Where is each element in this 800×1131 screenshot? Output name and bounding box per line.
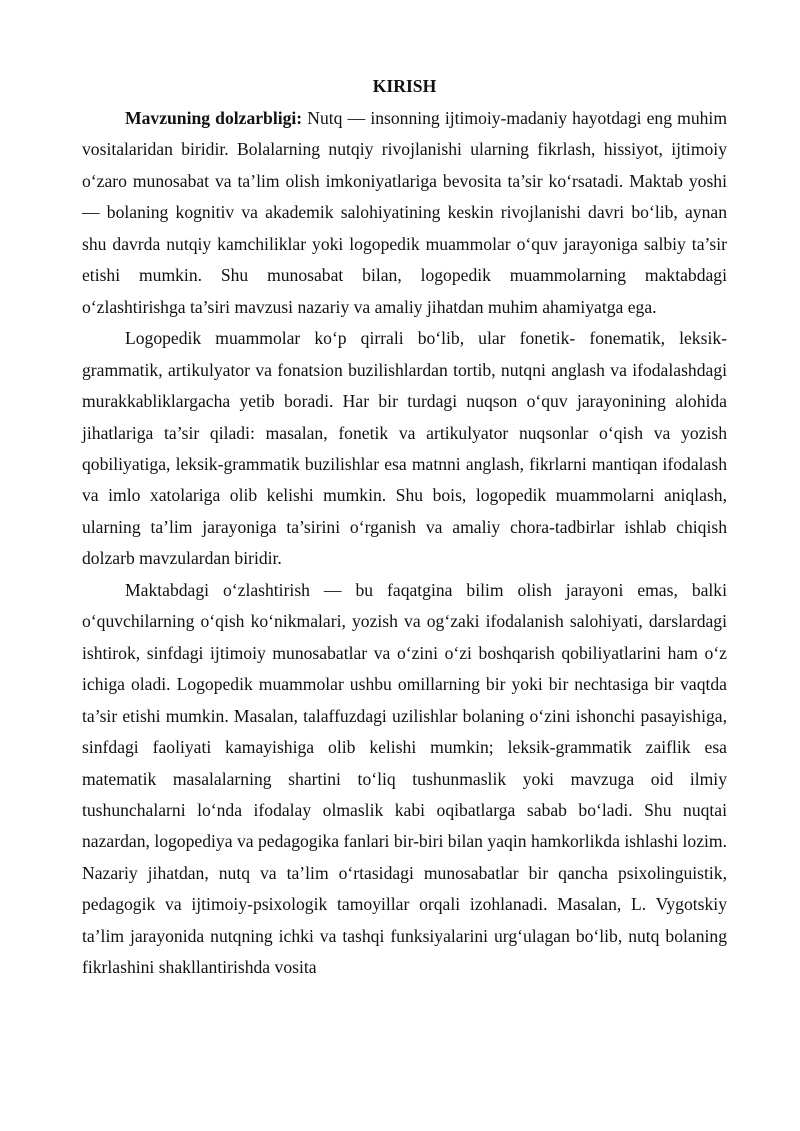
paragraph-logopedic-problems — [82, 323, 727, 575]
paragraph-school-achievement — [82, 575, 727, 984]
paragraph-text: Logopedik muammolar ko‘p qirrali bo‘lib, ular fonetik- fonematik, leksik-grammatik, artikulyator va fonatsion buzilishlardan tortib, nutqni anglash va ifodalashdagi murakkabliklargacha yetib boradi. Har bir turdagi nuqson o‘quv jarayonining alohida jihatlariga ta’sir qiladi: masalan, fonetik va artikulyator nuqsonlar o‘qish va yozish qobiliyatiga, leksik-grammatik buzilishlar esa matnni anglash, fikrlarni mantiqan ifodalash va imlo xatolariga olib kelishi mumkin. Shu bois, logopedik muammolarni aniqlash, ularning ta’lim jarayoniga ta’sirini o‘rganish va amaliy chora-tadbirlar ishlab chiqish dolzarb mavzulardan biridir. — [82, 328, 727, 569]
paragraph-lead: Mavzuning dolzarbligi: — [125, 108, 303, 128]
page-title: KIRISH — [372, 76, 437, 96]
paragraph-text: Nutq — insonning ijtimoiy-madaniy hayotdagi eng muhim vositalaridan biridir. Bolalarning nutqiy rivojlanishi ularning fikrlash, hissiyot, ijtimoiy o‘zaro munosabat va ta’lim olish imkoniyatlariga bevosita ta’sir ko‘rsatadi. Maktab yoshi — bolaning kognitiv va akademik salohiyatining keskin rivojlanishi davri bo‘lib, aynan shu davrda nutqiy kamchiliklar yoki logopedik muammolar o‘quv jarayoniga salbiy ta’sir etishi mumkin. Shu munosabat bilan, logopedik muammolarning maktabdagi o‘zlashtirishga ta’siri mavzusi nazariy va amaliy jihatdan muhim ahamiyatga ega. — [82, 108, 727, 317]
paragraph-text: Maktabdagi o‘zlashtirish — bu faqatgina bilim olish jarayoni emas, balki o‘quvchilarning o‘qish ko‘nikmalari, yozish va og‘zaki ifodalanish salohiyati, darslardagi ishtirok, sinfdagi ijtimoiy munosabatlar va o‘zini o‘zi boshqarish qobiliyatlarini ham o‘z ichiga oladi. Logopedik muammolar ushbu omillarning bir yoki bir nechtasiga bir vaqtda ta’sir etishi mumkin. Masalan, talaffuzdagi uzilishlar bolaning o‘zini ishonchi pasayishiga, sinfdagi faoliyati kamayishiga olib kelishi mumkin; leksik-grammatik zaiflik esa matematik masalalarning shartini to‘liq tushunmaslik yoki mavzuga oid ilmiy tushunchalarni lo‘nda ifodalay olmaslik kabi oqibatlarga sabab bo‘ladi. Shu nuqtai nazardan, logopediya va pedagogika fanlari bir-biri bilan yaqin hamkorlikda ishlashi lozim. Nazariy jihatdan, nutq va ta’lim o‘rtasidagi munosabatlar bir qancha psixolinguistik, pedagogik va ijtimoiy-psixologik tamoyillar orqali izohlanadi. Masalan, L. Vygotskiy ta’lim jarayonida nutqning ichki va tashqi funksiyalarini urg‘ulagan bo‘lib, nutq bolaning fikrlashini shakllantirishda vosita — [82, 579, 727, 978]
paragraph-relevance — [82, 103, 727, 323]
